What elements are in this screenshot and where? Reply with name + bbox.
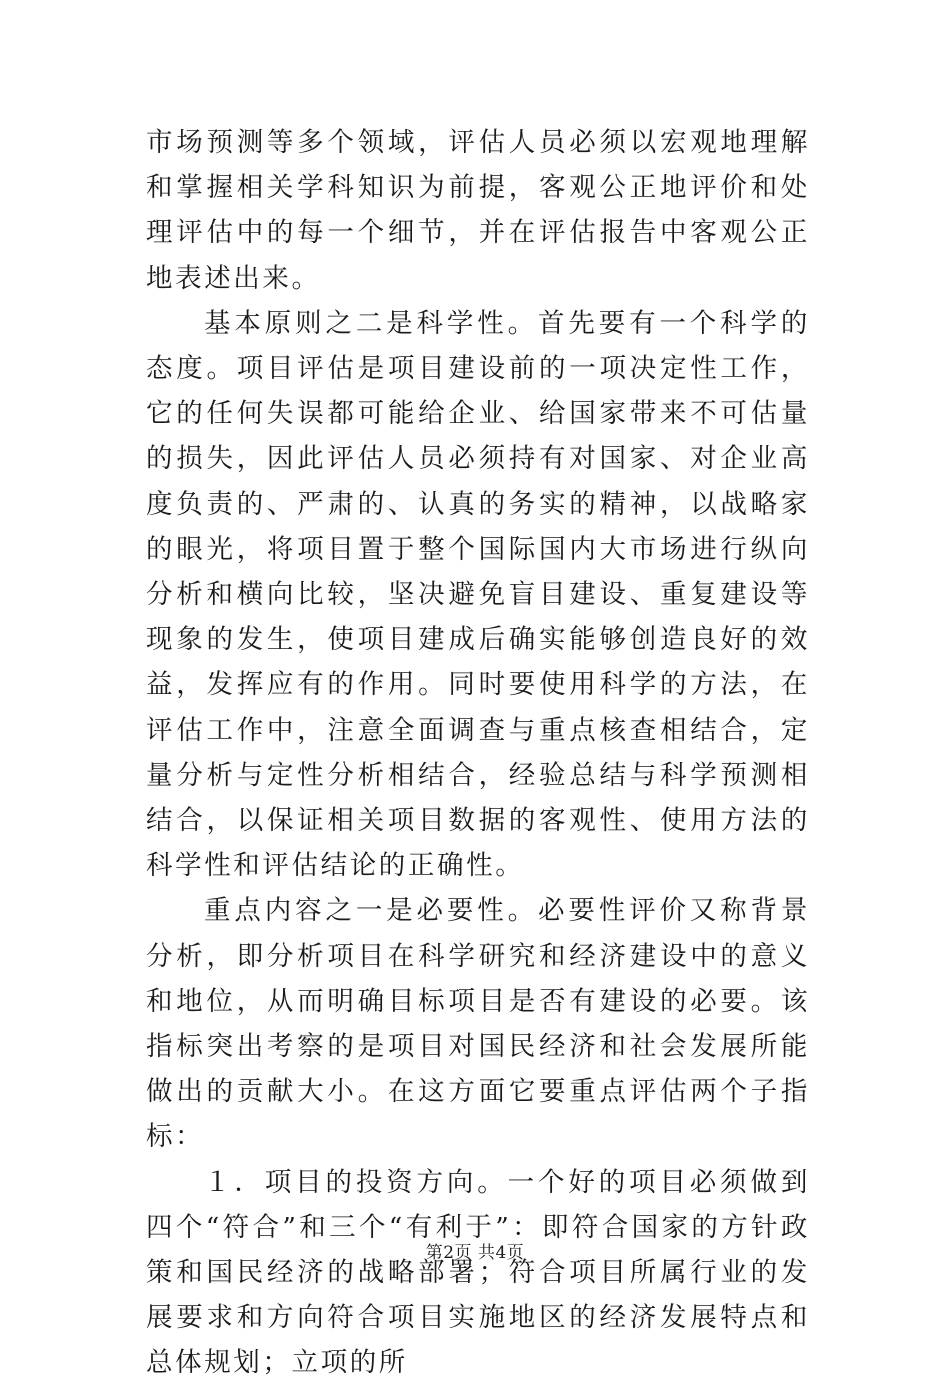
paragraph-1: 市场预测等多个领域，评估人员必须以宏观地理解和掌握相关学科知识为前提，客观公正地评价和处理评估中的每一个细节，并在评估报告中客观公正地表述出来。 bbox=[146, 127, 810, 294]
page-number-footer: 第2页 共4页 bbox=[425, 1243, 525, 1263]
document-body bbox=[146, 120, 810, 1386]
paragraph-3: 重点内容之一是必要性。必要性评价又称背景分析，即分析项目在科学研究和经济建设中的意义和地位，从而明确目标项目是否有建设的必要。该指标突出考察的是项目对国民经济和社会发展所能做出的贡献大小。在这方面它要重点评估两个子指标： bbox=[146, 895, 810, 1153]
paragraph-4: １．项目的投资方向。一个好的项目必须做到四个“符合”和三个“有利于”：即符合国家的方针政策和国民经济的战略部署；符合项目所属行业的发展要求和方向符合项目实施地区的经济发展特点和总体规划；立项的所 bbox=[146, 1166, 810, 1379]
paragraph-2: 基本原则之二是科学性。首先要有一个科学的态度。项目评估是项目建设前的一项决定性工作，它的任何失误都可能给企业、给国家带来不可估量的损失，因此评估人员必须持有对国家、对企业高度负责的、严肃的、认真的务实的精神，以战略家的眼光，将项目置于整个国际国内大市场进行纵向分析和横向比较，坚决避免盲目建设、重复建设等现象的发生，使项目建成后确实能够创造良好的效益，发挥应有的作用。同时要使用科学的方法，在评估工作中，注意全面调查与重点核查相结合，定量分析与定性分析相结合，经验总结与科学预测相结合，以保证相关项目数据的客观性、使用方法的科学性和评估结论的正确性。 bbox=[146, 307, 810, 882]
